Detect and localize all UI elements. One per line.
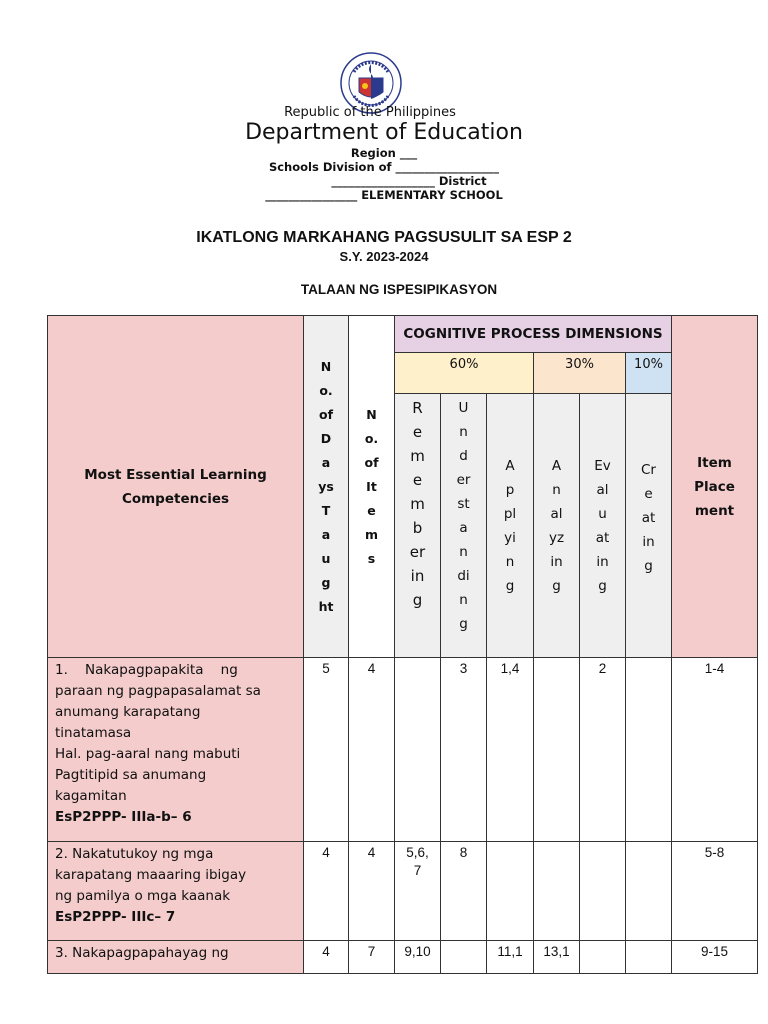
header-fragment: n	[505, 553, 515, 570]
header-fragment: g	[321, 574, 331, 590]
analyzing-header	[534, 394, 580, 658]
analyzing-cell: 13,1	[534, 941, 580, 974]
header-fragment: er	[456, 472, 471, 488]
mel-line: 1. Nakapagpapakita ng	[55, 662, 238, 678]
remembering-cell	[395, 658, 441, 842]
header-fragment: b	[412, 519, 423, 537]
header-fragment: n	[459, 544, 468, 560]
header-fragment: yz	[548, 529, 565, 546]
item-placement-header	[672, 316, 758, 658]
header-fragment: n	[459, 592, 468, 608]
header-fragment: di	[457, 568, 470, 584]
header-fragment: st	[457, 496, 470, 512]
header-fragment: T	[321, 502, 331, 518]
analyzing-cell	[534, 658, 580, 842]
evaluating-cell	[580, 842, 626, 941]
header-fragment: a	[321, 454, 331, 470]
header-fragment: s	[367, 550, 376, 566]
header-fragment: It	[366, 478, 377, 494]
header-fragment: at	[595, 529, 610, 546]
header-fragment: g	[644, 558, 653, 574]
mel-row-3	[48, 941, 304, 974]
header-fragment: N	[320, 358, 332, 374]
creating-header	[626, 394, 672, 658]
header-fragment: o.	[319, 382, 333, 398]
mel-line: ng pamilya o mga kaanak	[55, 888, 231, 904]
mel-line: 2. Nakatutukoy ng mga	[55, 846, 214, 862]
pct-10: 10%	[626, 353, 672, 394]
header-fragment: m	[364, 526, 379, 542]
understanding-header	[441, 394, 487, 658]
creating-cell	[626, 842, 672, 941]
header-fragment: g	[505, 577, 515, 594]
mel-text	[55, 844, 296, 907]
cognitive-process-dimensions-header: COGNITIVE PROCESS DIMENSIONS	[395, 316, 672, 353]
header-fragment: n	[459, 424, 468, 440]
placement-cell: 1-4	[672, 658, 758, 842]
header-fragment: in	[410, 567, 425, 585]
header-fragment: ys	[318, 478, 334, 494]
header-fragment: d	[459, 448, 468, 464]
mel-header: Most Essential Learning Competencies	[48, 316, 304, 658]
header-fragment: U	[458, 400, 469, 416]
header-fragment: at	[641, 510, 656, 526]
placement-cell: 9-15	[672, 941, 758, 974]
remembering-cell: 5,6, 7	[395, 842, 441, 941]
items-cell: 4	[349, 842, 395, 941]
header-fragment: e	[412, 423, 423, 441]
tos-subtitle: TALAAN NG ISPESIPIKASYON	[300, 282, 498, 297]
evaluating-header	[580, 394, 626, 658]
school-line: ________________ ELEMENTARY SCHOOL	[265, 188, 503, 202]
creating-cell	[626, 941, 672, 974]
header-fragment: a	[459, 520, 468, 536]
header-fragment: Cr	[641, 462, 656, 478]
header-fragment: u	[598, 505, 607, 522]
header-fragment: e	[412, 471, 423, 489]
header-fragment: e	[367, 502, 376, 518]
header-fragment: of	[318, 406, 334, 422]
understanding-cell: 8	[441, 842, 487, 941]
placement-cell: 5-8	[672, 842, 758, 941]
understanding-cell: 3	[441, 658, 487, 842]
header-fragment: in	[550, 553, 563, 570]
header-fragment: g	[598, 577, 607, 594]
division-line: Schools Division of __________________	[268, 160, 500, 174]
department-title: Department of Education	[245, 120, 523, 145]
mel-line: 3. Nakapagpapahayag ng	[55, 945, 229, 961]
pct-60: 60%	[395, 353, 534, 394]
pct-30: 30%	[534, 353, 626, 394]
header-fragment: in	[642, 534, 655, 550]
mel-text	[55, 943, 296, 964]
header-fragment: pl	[503, 505, 517, 522]
district-line: __________________ District	[331, 174, 487, 188]
days-cell: 4	[304, 941, 349, 974]
days-taught-header	[304, 316, 349, 658]
mel-row-1	[48, 658, 304, 842]
items-cell: 4	[349, 658, 395, 842]
header-fragment: g	[459, 616, 468, 632]
applying-header	[487, 394, 534, 658]
remembering-cell: 9,10	[395, 941, 441, 974]
republic-line: Republic of the Philippines	[284, 105, 456, 120]
header-fragment: Place	[694, 478, 735, 495]
mel-line: kagamitan	[55, 788, 127, 804]
number-of-items-header	[349, 316, 395, 658]
evaluating-cell: 2	[580, 658, 626, 842]
header-fragment: p	[505, 481, 515, 498]
creating-cell	[626, 658, 672, 842]
header-fragment: er	[409, 543, 426, 561]
mel-line: Pagtitipid sa anumang	[55, 767, 207, 783]
region-line: Region ___	[350, 146, 418, 160]
header-fragment: g	[412, 591, 423, 609]
evaluating-cell	[580, 941, 626, 974]
mel-row-2	[48, 842, 304, 941]
header-fragment: al	[596, 481, 609, 498]
applying-cell	[487, 842, 534, 941]
applying-cell: 1,4	[487, 658, 534, 842]
mel-line: karapatang maaaring ibigay	[55, 867, 247, 883]
header-fragment: g	[552, 577, 561, 594]
header-fragment: m	[410, 495, 425, 513]
header-fragment: N	[366, 406, 377, 422]
header-fragment: A	[505, 457, 515, 474]
mel-line: tinatamasa	[55, 725, 132, 741]
header-fragment: u	[321, 550, 331, 566]
header-fragment: A	[551, 457, 562, 474]
school-year: S.Y. 2023-2024	[339, 249, 429, 264]
header-fragment: R	[412, 399, 423, 417]
header-fragment: al	[550, 505, 563, 522]
table-of-specifications	[47, 315, 758, 974]
mel-line: Hal. pag-aaral nang mabuti	[55, 746, 241, 762]
days-cell: 5	[304, 658, 349, 842]
header-fragment: Item	[697, 454, 732, 471]
header-fragment: ment	[694, 502, 735, 519]
understanding-cell	[441, 941, 487, 974]
header-fragment: a	[321, 526, 331, 542]
header-fragment: of	[364, 454, 379, 470]
mel-line: paraan ng pagpapasalamat sa	[55, 683, 261, 699]
analyzing-cell	[534, 842, 580, 941]
exam-title: IKATLONG MARKAHANG PAGSUSULIT SA ESP 2	[196, 229, 572, 246]
mel-line: anumang karapatang	[55, 704, 201, 720]
mel-code: EsP2PPP- IIIa-b– 6	[55, 809, 192, 825]
applying-cell: 11,1	[487, 941, 534, 974]
header-fragment: ht	[318, 598, 334, 614]
header-fragment: e	[644, 486, 653, 502]
items-cell: 7	[349, 941, 395, 974]
header-fragment: o.	[364, 430, 379, 446]
remembering-header	[395, 394, 441, 658]
header-fragment: in	[596, 553, 609, 570]
mel-text	[55, 660, 296, 807]
header-fragment: D	[320, 430, 332, 446]
header-fragment: Ev	[594, 457, 611, 474]
days-cell: 4	[304, 842, 349, 941]
mel-code: EsP2PPP- IIIc– 7	[55, 909, 176, 925]
header-fragment: yi	[504, 529, 516, 546]
header-fragment: m	[410, 447, 425, 465]
header-fragment: n	[552, 481, 561, 498]
